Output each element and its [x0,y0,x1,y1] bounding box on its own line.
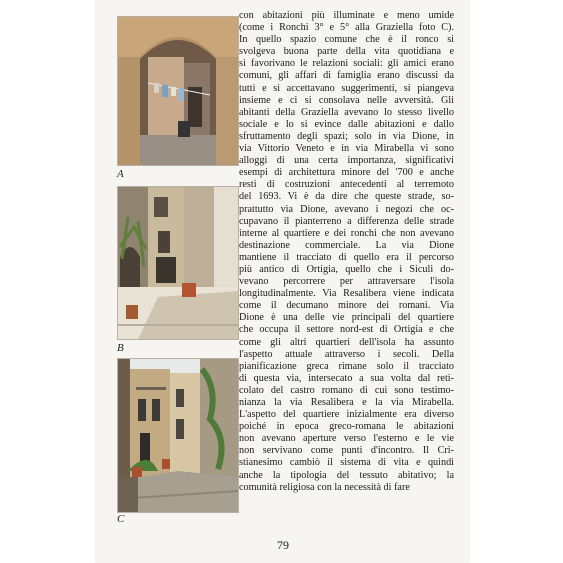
text-line: Dione è una delle vie principali del quartiere [239,312,454,324]
text-line: longitudinalmente. Via Resalibera viene indicata [239,288,454,300]
text-line: stianesimo cambiò il sistema di vita e quindi [239,457,454,469]
text-line: con abitazioni più illuminate e meno umide [239,10,454,21]
text-line: colato del castro romano di cui sono testimo- [239,384,454,396]
photo-b-image [118,187,238,339]
text-line: resti di costruzioni antecedenti al terremoto [239,179,454,191]
text-line: come il decumano minore dei romani. Via [239,300,454,312]
text-line: poiché in epoca greco-romana le abitazioni [239,421,454,433]
text-line: di questa via, intersecato a sua volta dal reti- [239,372,454,384]
text-line: mantiene il tracciato di quello era il percorso [239,251,454,263]
text-line: sociale e lo si evince dalle abitazioni e dallo [239,118,454,130]
text-line: non servivano come punti d'incontro. Il Cri- [239,445,454,457]
text-line: comunità religiosa con la necessità di fare [239,481,410,493]
caption-c: C [117,513,125,525]
page-number: 79 [277,538,289,552]
caption-a: A [117,168,124,180]
photo-b-courtyard [117,186,239,340]
text-line: prattutto via Dione, avevano i negozi che oc- [239,203,454,215]
text-line: sfruttamento degli spazi; solo in via Dione, in [239,130,454,142]
text-line: via Vittorio Veneto e in via Mirabella vi sono [239,143,454,155]
text-line: svolgeva buona parte della vita quotidiana e [239,46,454,58]
text-line: L'aspetto del quartiere inizialmente era diverso [239,409,454,421]
text-line: nianza la via Resalibera e la via Mirabella. [239,397,454,408]
text-line: non avevano aperture verso l'esterno e le vie [239,433,454,445]
text-line: cupavano il pianterreno a differenza delle strade [239,215,454,227]
photo-a-arch-alley [117,16,239,166]
photo-a-image [118,17,238,165]
text-line: pianificazione greca rimane solo il tracciato [239,360,454,372]
text-line: che occupa il settore nord-est di Ortigia e che [239,324,454,336]
text-line: insieme e ci si consolava nelle avversità. Gli [239,94,454,106]
photo-c-narrow-street [117,358,239,513]
text-line: In quello spazio comune che è il ronco si [239,34,454,46]
text-line: (come i Ronchi 3° e 5° alla Graziella foto C). [239,22,454,34]
photo-c-image [118,359,238,512]
text-line: tutti e si accettavano suggerimenti, si piangeva [239,82,454,94]
caption-b: B [117,342,124,354]
text-line: alloggi di una certa importanza, significativi [239,155,454,167]
text-line: più antico di Ortigia, quello che i Siculi do- [239,263,454,275]
text-line: come gli altri quartieri dell'isola ha assunto [239,336,454,348]
text-line: esempi di architettura minore del '700 e anche [239,167,454,179]
text-line: interne al quartiere e dei ronchi che non avevano [239,227,454,239]
text-line: l'aspetto attuale attraverso i secoli. Della [239,348,454,360]
text-line: vevano percorrere per attraversare l'isola [239,276,454,288]
text-line: anche la tipologia del tessuto abitativo; la [239,469,454,481]
text-line: destinazione commerciale. La via Dione [239,239,454,251]
text-line: del 1693. Vi è da dire che queste strade, so- [239,191,454,203]
body-text [239,10,454,494]
text-line: abitanti della Graziella avevano lo stesso livello [239,106,454,118]
text-line: si favorivano le relazioni sociali: gli amici erano [239,58,454,70]
text-line: comuni, gli affari di famiglia erano discussi da [239,70,454,82]
